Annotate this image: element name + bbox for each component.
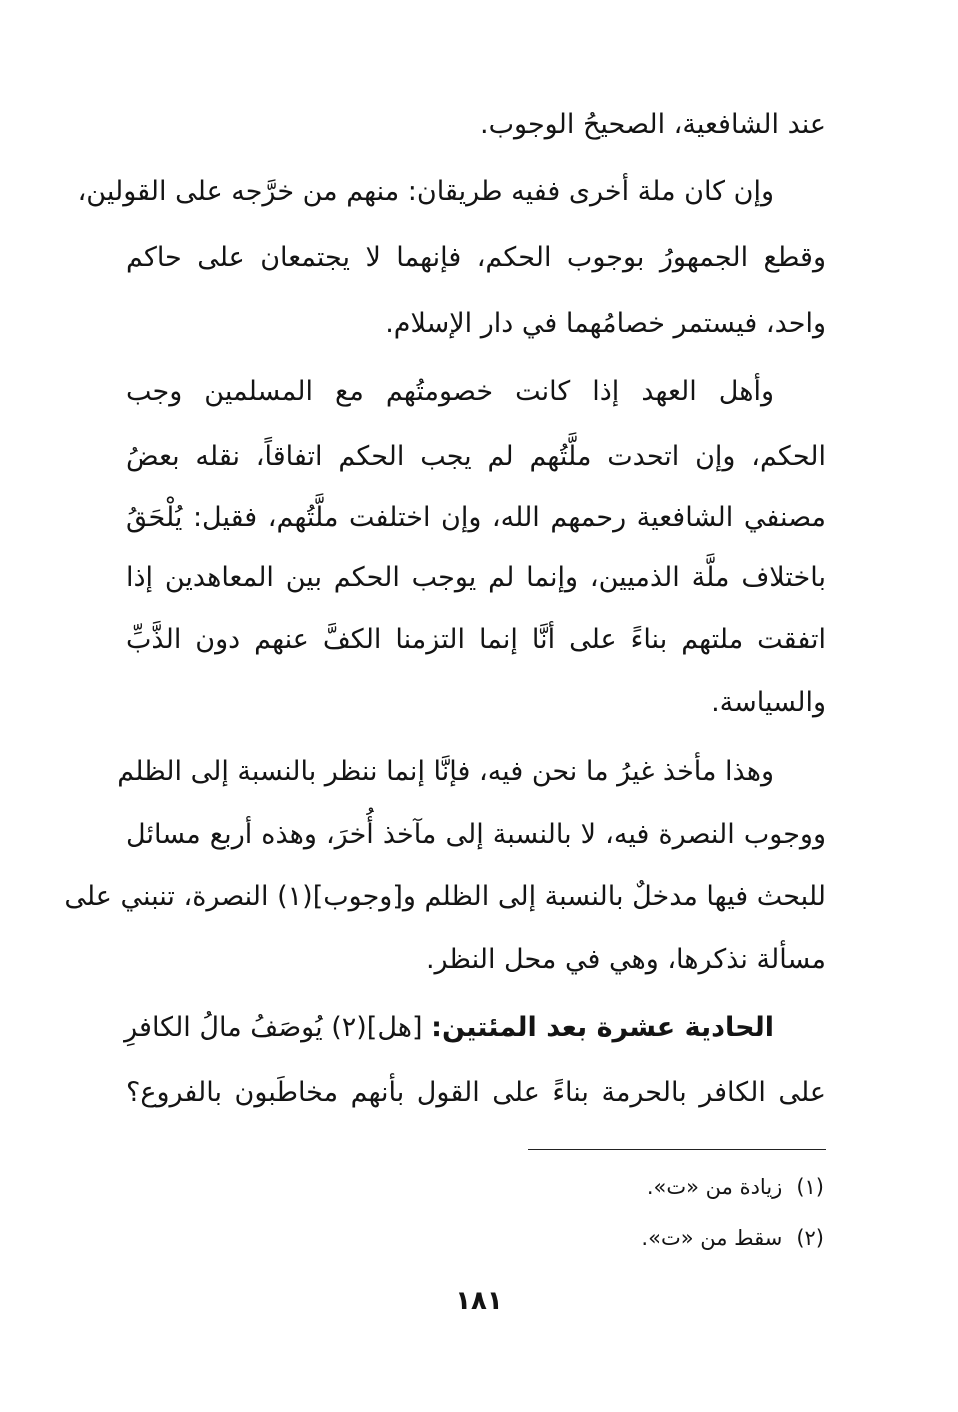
text-line: باختلاف ملَّة الذميين، وإنما لم يوجب الحكم بين المعاهدين إذا [126,562,826,593]
footnote-text: زيادة من «ت». [646,1175,783,1199]
text-line: عند الشافعية، الصحيحُ الوجوب. [480,109,826,140]
footnote-1 [324,1172,824,1202]
section-heading-line [126,1008,826,1048]
footnote-text: سقط من «ت». [641,1226,783,1250]
text-line: على الكافر بالحرمة بناءً على القول بأنهم مخاطَبون بالفروع؟ [126,1077,826,1108]
text-line: مسألة نذكرها، وهي في محل النظر. [425,944,826,975]
text-line: واحد، فيستمر خصامُهما في دار الإسلام. [385,308,826,339]
text-line: ووجوب النصرة فيه، لا بالنسبة إلى مآخذ أُخرَ، وهذه أربع مسائل [126,819,826,850]
text-line: وإن كان ملة أخرى ففيه طريقان: منهم من خرَّجه على القولين، [77,176,774,207]
footnote-divider [528,1149,826,1150]
text-line: وأهل العهد إذا كانت خصومتُهم مع المسلمين وجب [126,376,774,407]
text-line: اتفقت ملتهم بناءً على أنَّا إنما التزمنا الكفَّ عنهم دون الذَّبِّ [126,624,826,655]
footnote-2 [324,1223,824,1253]
text-line: الحكم، وإن اتحدت ملَّتُهم لم يجب الحكم اتفاقاً، نقله بعضُ [126,441,826,472]
heading-continuation: [هل](٢) يُوصَفُ مالُ الكافرِ [124,1012,423,1043]
page-number: ١٨١ [455,1286,503,1316]
footnote-number: (٢) [796,1226,824,1250]
section-heading: الحادية عشرة بعد المئتين: [431,1012,774,1043]
text-line: وهذا مأخذ غيرُ ما نحن فيه، فإنَّا إنما ننظر بالنسبة إلى الظلم [117,756,774,787]
text-line: والسياسة. [711,687,826,718]
text-line: للبحث فيها مدخلٌ بالنسبة إلى الظلم و[وجوب](١) النصرة، تنبني على [64,881,826,912]
footnote-number: (١) [796,1175,824,1199]
text-line: وقطع الجمهورُ بوجوب الحكم، فإنهما لا يجتمعان على حاكم [126,242,826,273]
text-line: مصنفي الشافعية رحمهم الله، وإن اختلفت ملَّتُهم، فقيل: يُلْحَقُ [126,502,826,533]
